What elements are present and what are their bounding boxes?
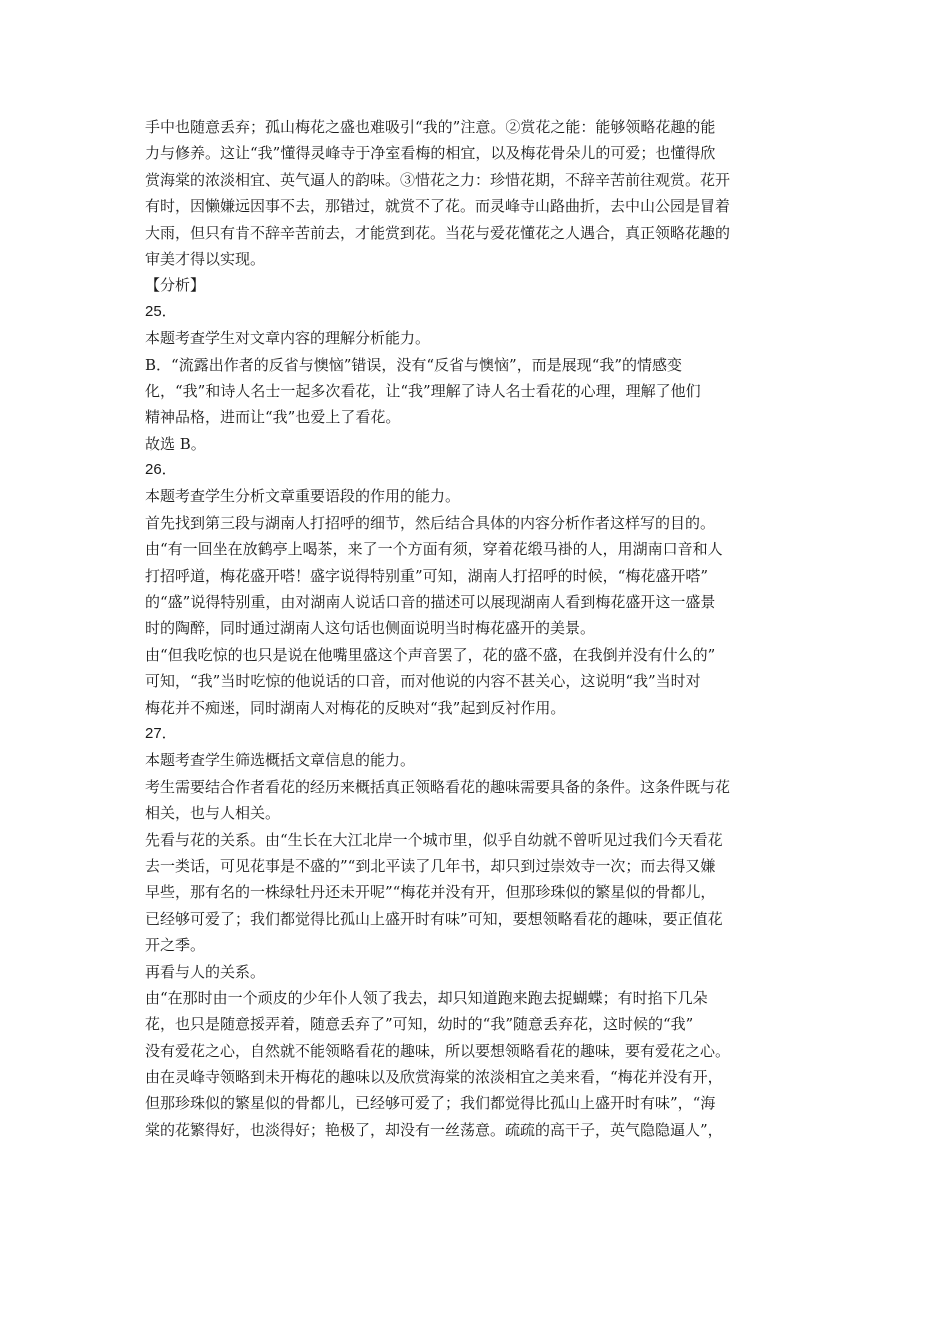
text-line: B．“流露出作者的反省与懊恼”错误，没有“反省与懊恼”，而是展现“我”的情感变 [145, 355, 683, 374]
text-line: 由“在那时由一个顽皮的少年仆人领了我去，却只知道跑来跑去捉蝴蝶；有时掐下几朵 [145, 988, 708, 1007]
document-body [145, 114, 810, 1143]
text-line: 考生需要结合作者看花的经历来概括真正领略看花的趣味需要具备的条件。这条件既与花 [145, 777, 731, 796]
section-heading-analysis: 【分析】 [145, 276, 206, 295]
text-line: 棠的花繁得好，也淡得好；艳极了，却没有一丝荡意。疏疏的高干子，英气隐隐逼人”， [145, 1120, 723, 1139]
text-line: 但那珍珠似的繁星似的骨都儿，已经够可爱了；我们都觉得比孤山上盛开时有味”，“海 [145, 1094, 716, 1113]
text-line: 由“有一回坐在放鹤亭上喝茶，来了一个方面有须，穿着花缎马褂的人，用湖南口音和人 [145, 540, 723, 559]
text-line: 本题考查学生对文章内容的理解分析能力。 [145, 329, 431, 348]
text-line: 再看与人的关系。 [145, 962, 266, 981]
question-number: 26． [145, 461, 177, 479]
text-line: 早些，那有名的一株绿牡丹还未开呢”“梅花并没有开，但那珍珠似的繁星似的骨都儿， [145, 883, 716, 902]
text-line: 打招呼道，梅花盛开嗒！盛字说得特别重”可知，湖南人打招呼的时候，“梅花盛开嗒” [145, 566, 709, 585]
text-line: 去一类话，可见花事是不盛的”“到北平读了几年书，却只到过崇效寺一次；而去得又嫌 [145, 856, 716, 875]
text-line: 化，“我”和诗人名士一起多次看花，让“我”理解了诗人名士看花的心理，理解了他们 [145, 381, 701, 400]
text-line: 手中也随意丢弃；孤山梅花之盛也难吸引“我的”注意。②赏花之能：能够领略花趣的能 [145, 118, 716, 136]
text-line: 审美才得以实现。 [145, 249, 266, 268]
text-line: 有时，因懒嫌远因事不去，那错过，就赏不了花。而灵峰寺山路曲折，去中山公园是冒着 [145, 197, 731, 216]
text-line: 由“但我吃惊的也只是说在他嘴里盛这个声音罢了，花的盛不盛，在我倒并没有什么的” [145, 645, 716, 664]
text-line: 首先找到第三段与湖南人打招呼的细节，然后结合具体的内容分析作者这样写的目的。 [145, 513, 716, 532]
question-number: 27． [145, 724, 177, 742]
text-line: 相关，也与人相关。 [145, 804, 281, 823]
text-line: 由在灵峰寺领略到未开梅花的趣味以及欣赏海棠的浓淡相宜之美来看，“梅花并没有开， [145, 1068, 723, 1087]
text-line: 花，也只是随意挼弄着，随意丢弃了”可知，幼时的“我”随意丢弃花，这时候的“我” [145, 1015, 694, 1034]
text-line: 开之季。 [145, 936, 206, 955]
text-line: 先看与花的关系。由“生长在大江北岸一个城市里，似乎自幼就不曾听见过我们今天看花 [145, 830, 723, 849]
text-line: 本题考查学生分析文章重要语段的作用的能力。 [145, 487, 461, 506]
text-line: 可知，“我”当时吃惊的他说话的口音，而对他说的内容不甚关心，这说明“我”当时对 [145, 672, 701, 691]
text-line: 大雨，但只有肯不辞辛苦前去，才能赏到花。当花与爱花懂花之人遇合，真正领略花趣的 [145, 223, 731, 242]
text-line: 已经够可爱了；我们都觉得比孤山上盛开时有味”可知，要想领略看花的趣味，要正值花 [145, 909, 723, 928]
question-number: 25． [145, 302, 177, 320]
text-line: 梅花并不痴迷，同时湖南人对梅花的反映对“我”起到反衬作用。 [145, 698, 566, 717]
text-line: 本题考查学生筛选概括文章信息的能力。 [145, 751, 416, 770]
text-line: 的“盛”说得特别重，由对湖南人说话口音的描述可以展现湖南人看到梅花盛开这一盛景 [145, 593, 716, 612]
answer-line: 故选 B。 [145, 434, 206, 453]
text-line: 力与修养。这让“我”懂得灵峰寺于净室看梅的相宜，以及梅花骨朵儿的可爱；也懂得欣 [145, 144, 716, 163]
text-line: 赏海棠的浓淡相宜、英气逼人的韵味。③惜花之力：珍惜花期，不辞辛苦前往观赏。花开 [145, 170, 731, 189]
text-line: 时的陶醉，同时通过湖南人这句话也侧面说明当时梅花盛开的美景。 [145, 619, 596, 638]
text-line: 没有爱花之心，自然就不能领略看花的趣味，所以要想领略看花的趣味，要有爱花之心。 [145, 1041, 731, 1060]
text-line: 精神品格，进而让“我”也爱上了看花。 [145, 408, 401, 427]
